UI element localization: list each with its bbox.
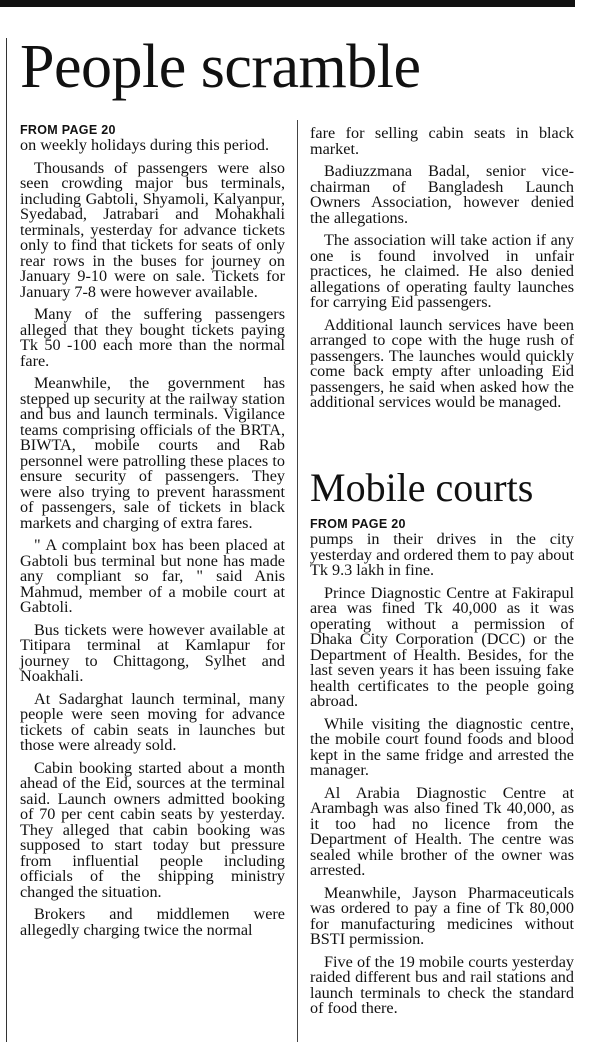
story1-continued-paragraph: The association will take action if any one is found involved in unfair practices, he claimed. He also denied allegations of operating faulty launches for carrying Eid passengers. <box>310 231 574 311</box>
story1-continued-paragraph: fare for selling cabin seats in black market. <box>310 124 574 158</box>
headline-people-scramble: People scramble <box>20 33 421 101</box>
story2-paragraph: Prince Diagnostic Centre at Fakirapul area was fined Tk 40,000 as it was operating without a permission of Dhaka City Corporation (DCC) or the Department of Health. Besides, for the last seven years it has been issuing fake health certificates to the people going abroad. <box>310 583 574 710</box>
story1-paragraph: on weekly holidays during this period. <box>20 136 270 154</box>
story2-paragraph: Meanwhile, Jayson Pharmaceuticals was ordered to pay a fine of Tk 80,000 for manufacturing medicines without BSTI permission. <box>310 883 574 948</box>
story1-paragraph: Bus tickets were however available at Titipara terminal at Kamlapur for journey to Chittagong, Sylhet and Noakhali. <box>20 620 285 685</box>
story2-paragraph: While visiting the diagnostic centre, the mobile court found foods and blood kept in the same fridge and arrested the manager. <box>310 714 574 779</box>
column-divider <box>297 120 298 1042</box>
story1-paragraph: Cabin booking started about a month ahead of the Eid, sources at the terminal said. Launch owners admitted booking of 70 per cent cabin seats by yesterday. They alleged that cabin booking was supposed to start today but pressure from influential people including officials of the shipping ministry changed the situation. <box>20 758 285 901</box>
story1-paragraph: Meanwhile, the government has stepped up security at the railway station and bus and launch terminals. Vigilance teams comprising officials of the BRTA, BIWTA, mobile courts and Rab personnel were patrolling these places to ensure security of passengers. They were also trying to prevent harassment of passengers, sale of tickets in black markets and charging of extra fares. <box>20 374 285 532</box>
story1-paragraph: " A complaint box has been placed at Gabtoli bus terminal but none has made any compliant so far, " said Anis Mahmud, member of a mobile court at Gabtoli. <box>20 536 285 616</box>
left-column-rule <box>6 38 7 1042</box>
story2-paragraph: pumps in their drives in the city yesterday and ordered them to pay about Tk 9.3 lakh in fine. <box>310 530 574 579</box>
headline-mobile-courts: Mobile courts <box>310 465 534 510</box>
story1-continued-paragraph: Badiuzzmana Badal, senior vice-chairman of Bangladesh Launch Owners Association, however denied the allegations. <box>310 162 574 227</box>
story1-paragraph: At Sadarghat launch terminal, many people were seen moving for advance tickets of cabin seats in launches but those were already sold. <box>20 689 285 754</box>
story2-paragraph: Al Arabia Diagnostic Centre at Arambagh was also fined Tk 40,000, as it too had no licence from the Department of Health. The centre was sealed while brother of the owner was arrested. <box>310 783 574 879</box>
story1-paragraph: Brokers and middlemen were allegedly charging twice the normal <box>20 905 285 939</box>
story2-column <box>310 517 574 1024</box>
story1-column-left <box>20 123 285 945</box>
story1-column-right <box>310 126 574 418</box>
top-rule <box>0 0 575 7</box>
story1-continued-paragraph: Additional launch services have been arranged to cope with the huge rush of passengers. The launches would quickly come back empty after unloading Eid passengers, he said when asked how the additional services would be managed. <box>310 315 574 411</box>
story1-paragraph: Many of the suffering passengers alleged that they bought tickets paying Tk 50 -100 each more than the normal fare. <box>20 305 285 370</box>
story1-paragraph: Thousands of passengers were also seen crowding major bus terminals, including Gabtoli, Shyamoli, Kalyanpur, Syedabad, Jatrabari and Mohakhali terminals, yesterday for advance tickets only to find that tickets for seats of only rear rows in the buses for journey on January 9-10 were on sale. Tickets for January 7-8 were however available. <box>20 158 285 301</box>
story2-kicker: FROM PAGE 20 <box>310 517 406 531</box>
story1-kicker: FROM PAGE 20 <box>20 123 116 137</box>
story2-paragraph: Five of the 19 mobile courts yesterday raided different bus and rail stations and launch terminals to check the standard of food there. <box>310 952 574 1017</box>
